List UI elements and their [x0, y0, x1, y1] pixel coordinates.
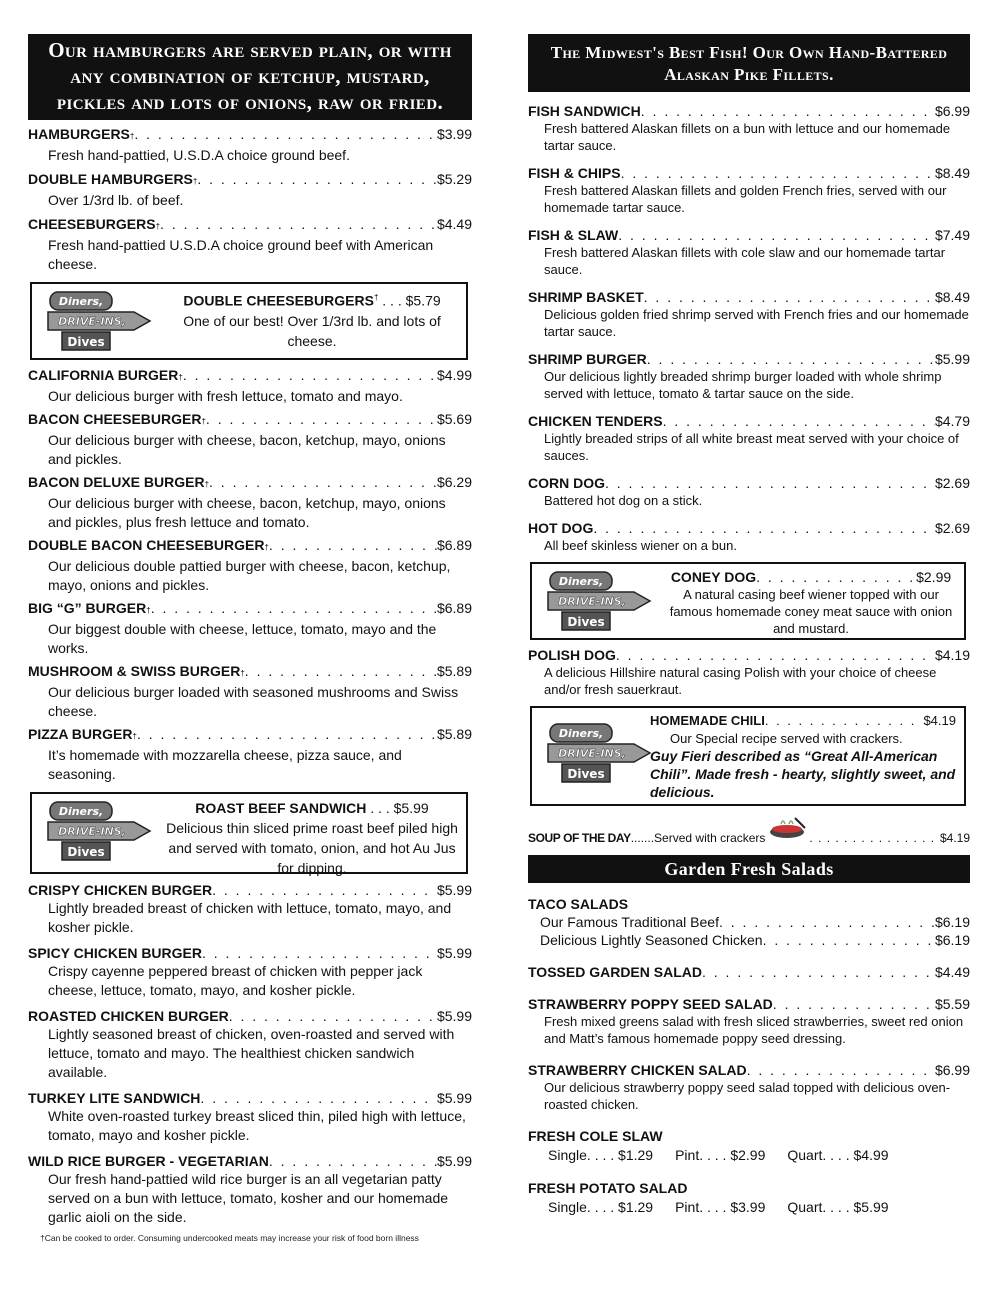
item-price: $5.89	[436, 663, 472, 679]
logo-line1: Diners,	[558, 575, 604, 588]
polish-list	[528, 646, 970, 698]
item-name: SHRIMP BURGER	[528, 351, 647, 367]
item-name: TOSSED GARDEN SALAD	[528, 964, 702, 980]
item-name: STRAWBERRY POPPY SEED SALAD	[528, 996, 773, 1012]
menu-item	[28, 473, 472, 532]
item-price: $5.99	[436, 882, 472, 898]
featured-desc: A natural casing beef wiener topped with our famous homemade coney meat sauce with onion and mustard.	[669, 587, 953, 636]
item-desc: All beef skinless wiener on a bun.	[544, 538, 737, 553]
featured-name: DOUBLE CHEESEBURGERS	[183, 292, 374, 309]
item-price: $6.29	[436, 474, 472, 490]
featured-coney-dog	[530, 562, 966, 640]
menu-item	[528, 995, 970, 1047]
featured-roast-beef	[30, 792, 468, 874]
menu-item	[28, 536, 472, 595]
soup-note: .......Served with crackers	[630, 831, 766, 845]
dagger: †	[146, 606, 151, 615]
dagger: †	[204, 480, 210, 489]
item-desc: Crispy cayenne peppered breast of chicken with pepper jack cheese, lettuce, tomato, mayo, and kosher pickle.	[48, 963, 423, 998]
item-price: $4.49	[934, 964, 970, 980]
left-column	[28, 34, 472, 1243]
taco-line	[528, 913, 970, 931]
item-name: FISH & CHIPS	[528, 165, 621, 181]
ddd-logo-icon	[46, 800, 154, 862]
soup-bowl-icon	[767, 816, 807, 842]
item-price: $5.99	[934, 351, 970, 367]
menu-item	[528, 288, 970, 340]
soup-of-the-day	[528, 816, 970, 847]
menu-item	[28, 662, 472, 721]
menu-item	[28, 1007, 472, 1082]
item-name: CORN DOG	[528, 475, 605, 491]
menu-item	[528, 519, 970, 554]
item-desc: Our delicious strawberry poppy seed salad topped with delicious oven-roasted chicken.	[544, 1080, 951, 1112]
featured-desc: One of our best! Over 1/3rd lb. and lots of cheese.	[183, 312, 441, 349]
item-name: SPICY CHICKEN BURGER	[28, 945, 202, 961]
item-desc: Our biggest double with cheese, lettuce, tomato, mayo and the works.	[48, 621, 437, 656]
item-name: HOT DOG	[528, 520, 594, 536]
item-price: $5.59	[934, 996, 970, 1012]
item-name: SHRIMP BASKET	[528, 289, 644, 305]
item-name: WILD RICE BURGER - VEGETARIAN	[28, 1153, 269, 1169]
item-desc: Our delicious burger with cheese, bacon, ketchup, mayo, onions and pickles.	[48, 432, 446, 467]
item-price: $6.99	[934, 1062, 970, 1078]
dagger: †	[178, 373, 183, 382]
item-desc: It’s homemade with mozzarella cheese, pizza sauce, and seasoning.	[48, 747, 402, 782]
burger-list-a	[28, 125, 472, 274]
item-desc: Over 1/3rd lb. of beef.	[48, 192, 184, 208]
menu-item	[28, 170, 472, 210]
item-name: CALIFORNIA BURGER	[28, 367, 179, 383]
ddd-logo-icon	[546, 570, 654, 632]
item-name: ROASTED CHICKEN BURGER	[28, 1008, 229, 1024]
size-pint: Pint. . . . $3.99	[675, 1199, 766, 1215]
menu-item	[28, 725, 472, 784]
logo-line3: Dives	[567, 615, 605, 629]
item-name: FISH SANDWICH	[528, 103, 641, 119]
menu-item	[28, 125, 472, 165]
item-price: $2.69	[934, 520, 970, 536]
item-name: BIG “G” BURGER	[28, 600, 147, 616]
item-name: TACO SALADS	[528, 896, 629, 912]
taco-lines	[528, 913, 970, 949]
line-name: Delicious Lightly Seasoned Chicken	[540, 932, 763, 948]
item-desc: Battered hot dog on a stick.	[544, 493, 703, 508]
dagger: †	[155, 222, 161, 231]
menu-item	[28, 1152, 472, 1227]
item-price: $2.69	[934, 475, 970, 491]
fish-banner: The Midwest's Best Fish! Our Own Hand-Battered Alaskan Pike Fillets.	[528, 34, 970, 92]
logo-line1: Diners,	[558, 727, 604, 740]
featured-quote: Guy Fieri described as “Great All-American Chili”. Made fresh - hearty, slightly sweet, and delicious.	[650, 748, 956, 800]
item-name: CHICKEN TENDERS	[528, 413, 663, 429]
taco-salads	[528, 895, 970, 949]
burger-list-b	[28, 366, 472, 784]
item-price: $6.89	[436, 600, 472, 616]
item-price: $5.99	[436, 1008, 472, 1024]
item-price: $4.19	[934, 647, 970, 663]
line-price: $6.19	[934, 932, 970, 948]
menu-item	[28, 215, 472, 274]
logo-line3: Dives	[567, 767, 605, 781]
fish-list	[528, 102, 970, 554]
item-desc: White oven-roasted turkey breast sliced thin, piled high with lettuce, tomato, mayo and kosher pickle.	[48, 1108, 466, 1143]
item-name: FRESH POTATO SALAD	[528, 1180, 688, 1196]
size-pint: Pint. . . . $2.99	[675, 1147, 766, 1163]
menu-item	[528, 646, 970, 698]
featured-name: ROAST BEEF SANDWICH	[195, 800, 367, 816]
salad-list	[528, 963, 970, 1113]
item-desc: Fresh hand-pattied, U.S.D.A choice ground beef.	[48, 147, 350, 163]
chicken-list	[28, 881, 472, 1227]
item-desc: A delicious Hillshire natural casing Polish with your choice of cheese and/or fresh sauerkraut.	[544, 665, 937, 697]
dagger: †	[373, 293, 379, 302]
featured-name: CONEY DOG	[670, 569, 757, 585]
featured-price: . . . $5.99	[370, 800, 429, 816]
item-name: POLISH DOG	[528, 647, 616, 663]
right-column	[528, 34, 970, 1217]
item-name: STRAWBERRY CHICKEN SALAD	[528, 1062, 747, 1078]
menu-item	[528, 226, 970, 278]
item-name: MUSHROOM & SWISS BURGER	[28, 663, 241, 679]
item-desc: Delicious golden fried shrimp served with French fries and our homemade tartar sauce.	[544, 307, 969, 339]
logo-line2: DRIVE-INS,	[58, 315, 126, 328]
item-name: CRISPY CHICKEN BURGER	[28, 882, 213, 898]
item-desc: Lightly breaded breast of chicken with lettuce, tomato, mayo, and kosher pickle.	[48, 900, 452, 935]
menu-item	[28, 1089, 472, 1145]
item-desc: Fresh mixed greens salad with fresh sliced strawberries, sweet red onion and Matt’s famous homemade poppy seed dressing.	[544, 1014, 964, 1046]
menu-item	[528, 963, 970, 981]
size-single: Single. . . . $1.29	[548, 1199, 654, 1215]
menu-item	[528, 102, 970, 154]
dagger: †	[132, 732, 137, 741]
logo-line2: DRIVE-INS,	[558, 595, 626, 608]
menu-item	[528, 412, 970, 464]
item-price: $8.49	[934, 289, 970, 305]
item-desc: Our fresh hand-pattied wild rice burger is an all vegetarian patty served on a bun with lettuce, tomato, kosher and our homemade garlic aioli on the side.	[48, 1171, 449, 1225]
logo-line3: Dives	[67, 335, 105, 349]
dagger: †	[201, 417, 206, 426]
item-price: $4.49	[436, 216, 472, 232]
logo-line2: DRIVE-INS,	[58, 825, 126, 838]
item-price: $5.69	[436, 411, 472, 427]
item-price: $5.99	[436, 1090, 472, 1106]
soup-price: $4.19	[939, 831, 970, 845]
item-name: FRESH COLE SLAW	[528, 1128, 663, 1144]
menu-item	[28, 881, 472, 937]
item-price: $4.99	[436, 367, 472, 383]
item-desc: Fresh battered Alaskan fillets on a bun with lettuce and our homemade tartar sauce.	[544, 121, 951, 153]
featured-price: $2.99	[916, 569, 952, 585]
item-desc: Our delicious burger loaded with seasoned mushrooms and Swiss cheese.	[48, 684, 459, 719]
featured-desc: Delicious thin sliced prime roast beef piled high and served with tomato, onion, and hot Au Jus for dipping.	[166, 820, 458, 876]
item-desc: Our delicious burger with cheese, bacon, ketchup, mayo, onions and pickles, plus fresh lettuce and tomato.	[48, 495, 446, 530]
item-name: PIZZA BURGER	[28, 726, 133, 742]
item-name: DOUBLE BACON CHEESEBURGER	[28, 537, 265, 553]
item-price: $6.89	[436, 537, 472, 553]
item-desc: Our delicious double pattied burger with cheese, bacon, ketchup, mayo, onions and pickles.	[48, 558, 451, 593]
item-price: $5.29	[436, 171, 472, 187]
menu-item	[528, 474, 970, 509]
item-price: $6.99	[934, 103, 970, 119]
dagger: †	[240, 669, 245, 678]
footnote: †Can be cooked to order. Consuming undercooked meats may increase your risk of food born illness	[40, 1233, 419, 1243]
dagger: †	[192, 177, 198, 186]
item-name: BACON CHEESEBURGER	[28, 411, 202, 427]
item-desc: Our delicious lightly breaded shrimp burger loaded with whole shrimp served with lettuce, tomato & tartar sauce on the side.	[544, 369, 942, 401]
item-price: $5.99	[436, 945, 472, 961]
size-quart: Quart. . . . $5.99	[787, 1199, 889, 1215]
item-price: $7.49	[934, 227, 970, 243]
item-price: $3.99	[436, 126, 472, 142]
item-name: DOUBLE HAMBURGERS	[28, 171, 193, 187]
featured-price: $4.19	[923, 713, 956, 728]
dagger: †	[264, 543, 269, 552]
dagger: †	[129, 132, 135, 141]
menu-item	[28, 599, 472, 658]
size-single: Single. . . . $1.29	[548, 1147, 654, 1163]
featured-price: . . . $5.79	[382, 292, 441, 309]
logo-line1: Diners,	[58, 805, 104, 818]
line-price: $6.19	[934, 914, 970, 930]
ddd-logo-icon	[546, 722, 654, 784]
item-price: $8.49	[934, 165, 970, 181]
item-desc: Our delicious burger with fresh lettuce, tomato and mayo.	[48, 388, 403, 404]
item-desc: Lightly breaded strips of all white breast meat served with your choice of sauces.	[544, 431, 959, 463]
featured-double-cheeseburgers	[30, 282, 468, 360]
item-desc: Fresh hand-pattied U.S.D.A choice ground beef with American cheese.	[48, 237, 434, 272]
menu-item	[528, 1061, 970, 1113]
potato-salad	[528, 1179, 970, 1217]
logo-line1: Diners,	[58, 295, 104, 308]
item-name: CHEESEBURGERS	[28, 216, 156, 232]
item-price: $5.89	[436, 726, 472, 742]
item-desc: Fresh battered Alaskan fillets with cole slaw and our homemade tartar sauce.	[544, 245, 946, 277]
ddd-logo-icon	[46, 290, 154, 352]
menu-item	[28, 410, 472, 469]
logo-line2: DRIVE-INS,	[558, 747, 626, 760]
cole-slaw	[528, 1127, 970, 1165]
item-desc: Lightly seasoned breast of chicken, oven-roasted and served with lettuce, tomato and mayo. The healthiest chicken sandwich available.	[48, 1026, 455, 1080]
logo-line3: Dives	[67, 845, 105, 859]
soup-name: SOUP OF THE DAY	[528, 831, 631, 845]
item-price: $4.79	[934, 413, 970, 429]
item-price: $5.99	[436, 1153, 472, 1169]
salad-banner: Garden Fresh Salads	[528, 855, 970, 883]
line-name: Our Famous Traditional Beef	[540, 914, 719, 930]
burger-banner: Our hamburgers are served plain, or with any combination of ketchup, mustard, pickles and lots of onions, raw or fried.	[28, 34, 472, 120]
item-desc: Fresh battered Alaskan fillets and golden French fries, served with our homemade tartar sauce.	[544, 183, 947, 215]
menu-item	[28, 944, 472, 1000]
size-quart: Quart. . . . $4.99	[787, 1147, 889, 1163]
featured-chili	[530, 706, 966, 806]
item-name: FISH & SLAW	[528, 227, 619, 243]
featured-desc: Our Special recipe served with crackers.	[670, 731, 903, 746]
taco-line	[528, 931, 970, 949]
item-name: BACON DELUXE BURGER	[28, 474, 205, 490]
item-name: TURKEY LITE SANDWICH	[28, 1090, 201, 1106]
menu-item	[528, 350, 970, 402]
featured-name: HOMEMADE CHILI	[650, 713, 765, 728]
menu-item	[28, 366, 472, 406]
item-name: HAMBURGERS	[28, 126, 130, 142]
menu-item	[528, 164, 970, 216]
